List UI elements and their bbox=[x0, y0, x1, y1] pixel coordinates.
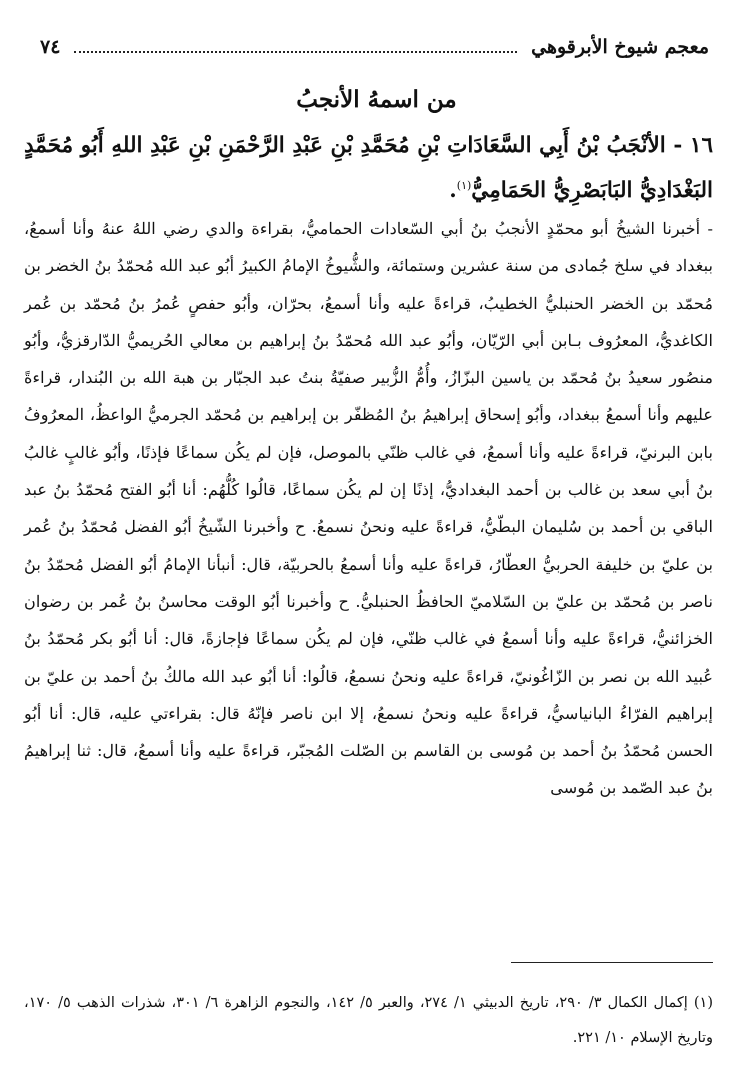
section-title: من اسمهُ الأنجبُ bbox=[296, 86, 457, 113]
page-number: ٧٤ bbox=[40, 36, 61, 58]
body-text bbox=[24, 210, 713, 807]
footnote-reference: (١) bbox=[456, 179, 472, 192]
footnotes bbox=[24, 986, 713, 1056]
entry-title-text: ١٦ - الأنْجَبُ بْنُ أَبِي السَّعَادَاتِ بْنِ مُحَمَّدِ بْنِ عَبْدِ الرَّحْمَنِ بْنِ عَبْدِ اللهِ أَبُو مُحَمَّدٍ البَغْدَادِيُّ البَابَصْرِيُّ الحَمَامِيُّ bbox=[24, 133, 713, 204]
header-dotted-leader bbox=[74, 51, 517, 53]
footnote-separator bbox=[511, 962, 713, 963]
footnote-1: (١) إكمال الكمال ٣/ ٢٩٠، تاريخ الدبيثي ١/ ٢٧٤، والعبر ٥/ ١٤٢، والنجوم الزاهرة ٦/ ٣٠١، شذرات الذهب ٥/ ١٧٠، وتاريخ الإسلام ١٠/ ٢٢١. bbox=[24, 995, 714, 1046]
running-header bbox=[40, 30, 709, 64]
body-paragraph: - أخبرنا الشيخُ أبو محمّدٍ الأنجبُ بنُ أبي السّعادات الحماميُّ، بقراءة والدي رضي اللهُ عنهُ وأنا أسمعُ، ببغداد في سلخ جُمادى من سنة عشرين وستمائة، والشُّيوخُ الإمامُ الكبيرُ أبُو عبد الله مُحمّدُ بنُ الخضر بن مُحمّد بن الخضر الحنبليُّ الخطيبُ، قراءةً عليه وأنا أسمعُ، بحرّان، وأبُو حفصٍ عُمرُ بنُ مُحمّد بن عُمر الكاغديُّ، المعرُوف بـابن أبي الرّيّان، وأبُو عبد الله مُحمّدُ بنُ إبراهيم بن معالي الحُريميُّ الدّارقزيُّ، وأبُو منصُور سعيدُ بنُ مُحمّد بن ياسين البزّازُ، وأُمُّ الزُّبير صفيّةُ بنتُ عبد الجبّار بن هبة الله بن البُندار، قراءةً عليهم وأنا أسمعُ ببغداد، وأبُو إسحاق إبراهيمُ بنُ المُظفّر بن إبراهيم بن مُحمّد الجرميُّ الواعظُ، المعرُوفُ بابن البرنيّ، قراءةً عليه وأنا أسمعُ، في غالب ظنّي بالموصل، فإن لم يكُن سماعًا فإذنًا، وأبُو غالبٍ غالبُ بنُ أبي سعد بن غالب بن أحمد البغداديُّ، إذنًا إن لم يكُن سماعًا، قالُوا كُلُّهُم: أنا أبُو الفتح مُحمّدُ بنُ عبد الباقي بن أحمد بن سُليمان البطّيُّ، قراءةً عليه ونحنُ نسمعُ. ح وأخبرنا الشّيخُ أبُو الفضل مُحمّدُ بنُ عُمر بن عليّ بن خليفة الحربيُّ العطّارُ، قراءةً عليه وأنا أسمعُ بالحربيّة، قال: أنبأنا الإمامُ أبُو الفضل مُحمّدُ بنُ ناصر بن مُحمّد بن عليّ بن السّلاميّ الحافظُ الحنبليُّ. ح وأخبرنا أبُو الوقت محاسنُ بنُ عُمر بن رضوان الخزائنيُّ، قراءةً عليه وأنا أسمعُ في غالب ظنّي، فإن لم يكُن سماعًا فإجازةً، قال: أنا أبُو بكر مُحمّدُ بنُ عُبيد الله بن نصر بن الزّاغُونيّ، قراءةً عليه ونحنُ نسمعُ، قالُوا: أنا أبُو عبد الله مالكُ بنُ أحمد بن عليّ بن إبراهيم الفرّاءُ البانياسيُّ، قراءةً عليه ونحنُ نسمعُ، إلا ابن ناصر فإنّهُ قال: بقراءتي عليه، قال: أنا أبُو الحسن مُحمّدُ بنُ أحمد بن مُوسى بن القاسم بن الصّلت المُجبّر، قراءةً عليه وأنا أسمعُ، قال: ثنا إبراهيمُ بنُ عبد الصّمد بن مُوسى bbox=[24, 219, 713, 798]
book-title: معجم شيوخ الأبرقوهي bbox=[531, 36, 709, 58]
entry-title: ١٦ - الأنْجَبُ بْنُ أَبِي السَّعَادَاتِ بْنِ مُحَمَّدِ بْنِ عَبْدِ الرَّحْمَنِ بْنِ عَبْدِ اللهِ أَبُو مُحَمَّدٍ البَغْدَادِيُّ البَابَصْرِيُّ الحَمَامِيُّ$^{(١)}$. bbox=[24, 133, 713, 204]
